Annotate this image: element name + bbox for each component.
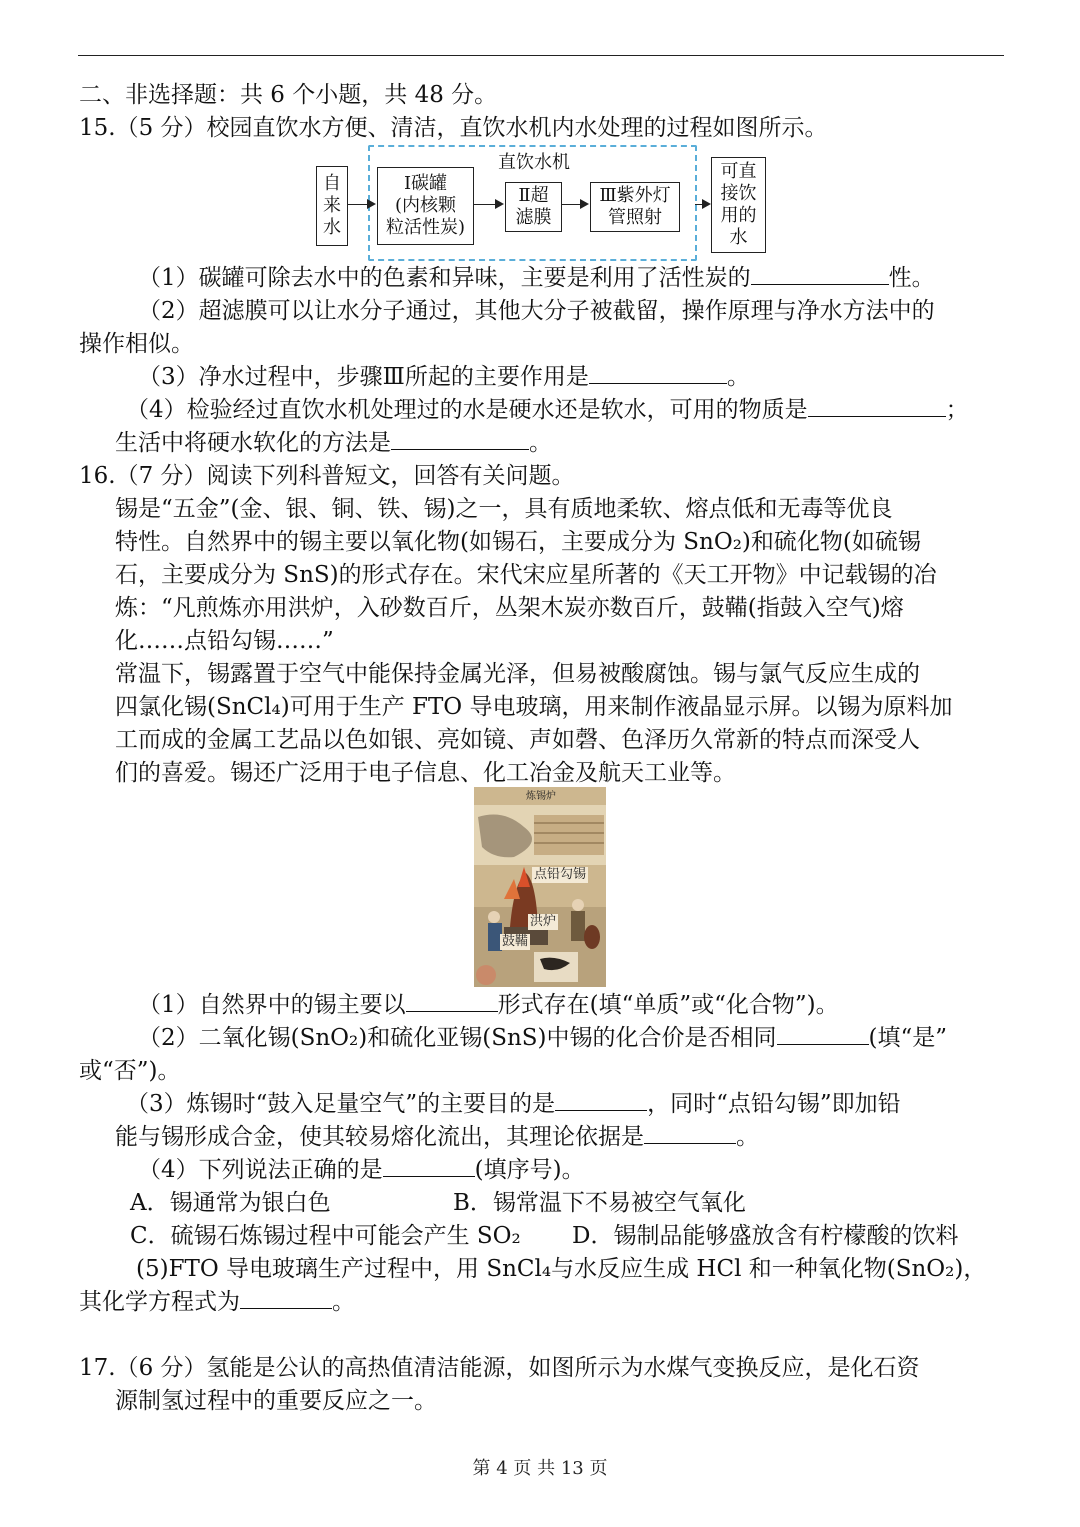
option-b: B．锡常温下不易被空气氧化 (453, 1190, 746, 1216)
q16-para2-line: 工而成的金属工艺品以色如银、亮如镜、声如磬、色泽历久常新的特点而深受人 (115, 727, 920, 753)
answer-blank[interactable] (555, 1088, 647, 1111)
answer-blank[interactable] (589, 361, 727, 384)
q15-part2-line1: （2）超滤膜可以让水分子通过，其他大分子被截留，操作原理与净水方法中的 (138, 298, 935, 324)
q16-part3-line1: （3）炼锡时“鼓入足量空气”的主要目的是 ，同时“点铅勾锡”即加铅 (126, 1088, 901, 1120)
box-carbon-tank: Ⅰ碳罐 (内核颗 粒活性炭) (377, 167, 474, 245)
tin-smelting-illustration (474, 787, 606, 987)
q16-para1-line: 化……点铅勾锡……” (115, 628, 334, 654)
machine-label: 直饮水机 (498, 152, 570, 173)
box-drinkable-water: 可直 接饮 用的 水 (711, 157, 766, 253)
option-c: C．硫锡石炼锡过程中可能会产生 SO₂ (130, 1223, 521, 1249)
option-a: A．锡通常为银白色 (130, 1190, 331, 1216)
box-tap-water: 自 来 水 (316, 166, 348, 246)
q15-part1: （1）碳罐可除去水中的色素和异味，主要是利用了活性炭的 性。 (138, 262, 935, 294)
box-ultrafiltration: Ⅱ超 滤膜 (505, 182, 562, 232)
arrow-4 (695, 204, 709, 205)
q16-part1: （1）自然界中的锡主要以 形式存在(填“单质”或“化合物”)。 (138, 989, 839, 1021)
illustration-drawing (474, 787, 606, 987)
q16-para1-line: 炼：“凡煎炼亦用洪炉，入砂数百斤，丛架木炭亦数百斤，鼓鞴(指鼓入空气)熔 (115, 595, 904, 621)
answer-blank[interactable] (406, 989, 498, 1012)
section-title: 二、非选择题：共 6 个小题，共 48 分。 (79, 82, 498, 108)
label-bellows: 鼓鞴 (502, 934, 529, 949)
q16-stem: 16.（7 分）阅读下列科普短文，回答有关问题。 (79, 463, 575, 489)
header-rule (78, 55, 1004, 56)
q15-stem: 15.（5 分）校园直饮水方便、清洁，直饮水机内水处理的过程如图所示。 (79, 115, 828, 141)
q16-part5-line2: 其化学方程式为 。 (79, 1286, 355, 1318)
q15-part4-line2: 生活中将硬水软化的方法是 。 (115, 427, 552, 459)
box-uv-lamp: Ⅲ紫外灯 管照射 (590, 182, 680, 232)
arrow-3 (562, 204, 587, 205)
option-d: D．锡制品能够盛放含有柠檬酸的饮料 (572, 1223, 959, 1249)
q16-para1-line: 石，主要成分为 SnS)的形式存在。宋代宋应星所著的《天工开物》中记载锡的冶 (115, 562, 937, 588)
answer-blank[interactable] (777, 1022, 869, 1045)
q15-part2-line2: 操作相似。 (79, 331, 194, 357)
q16-para1-line: 锡是“五金”(金、银、铜、铁、锡)之一，具有质地柔软、熔点低和无毒等优良 (115, 496, 893, 522)
q16-part4: （4）下列说法正确的是 (填序号)。 (138, 1154, 585, 1186)
answer-blank[interactable] (391, 427, 529, 450)
q16-part3-line2: 能与锡形成合金，使其较易熔化流出，其理论依据是 。 (115, 1121, 759, 1153)
q16-para2-line: 四氯化锡(SnCl₄)可用于生产 FTO 导电玻璃，用来制作液晶显示屏。以锡为原料加 (115, 694, 953, 720)
q16-para2-line: 常温下，锡露置于空气中能保持金属光泽，但易被酸腐蚀。锡与氯气反应生成的 (115, 661, 920, 687)
answer-blank[interactable] (808, 394, 946, 417)
answer-blank[interactable] (240, 1286, 332, 1309)
q16-part2-line1: （2）二氧化锡(SnO₂)和硫化亚锡(SnS)中锡的化合价是否相同 (填“是” (138, 1022, 947, 1054)
q15-part3: （3）净水过程中，步骤Ⅲ所起的主要作用是 。 (138, 361, 750, 393)
q17-line1: 17.（6 分）氢能是公认的高热值清洁能源，如图所示为水煤气变换反应，是化石资 (79, 1355, 920, 1381)
q16-para2-line: 们的喜爱。锡还广泛用于电子信息、化工冶金及航天工业等。 (115, 760, 736, 786)
label-lead-tin: 点铅勾锡 (534, 867, 587, 882)
figure-caption: 炼锡炉 (526, 791, 556, 802)
label-furnace: 洪炉 (530, 914, 557, 929)
q17-line2: 源制氢过程中的重要反应之一。 (115, 1388, 437, 1414)
answer-blank[interactable] (644, 1121, 736, 1144)
q16-part5-line1: (5)FTO 导电玻璃生产过程中，用 SnCl₄与水反应生成 HCl 和一种氧化物(SnO₂)， (136, 1256, 987, 1282)
arrow-1 (348, 204, 374, 205)
q16-para1-line: 特性。自然界中的锡主要以氧化物(如锡石，主要成分为 SnO₂)和硫化物(如硫锡 (115, 529, 921, 555)
answer-blank[interactable] (751, 262, 889, 285)
q16-part2-line2: 或“否”)。 (79, 1058, 181, 1084)
q15-part4-line1: （4）检验经过直饮水机处理过的水是硬水还是软水，可用的物质是 ； (126, 394, 969, 426)
page-footer: 第 4 页 共 13 页 (472, 1458, 608, 1479)
answer-blank[interactable] (383, 1154, 475, 1177)
arrow-2 (474, 204, 502, 205)
